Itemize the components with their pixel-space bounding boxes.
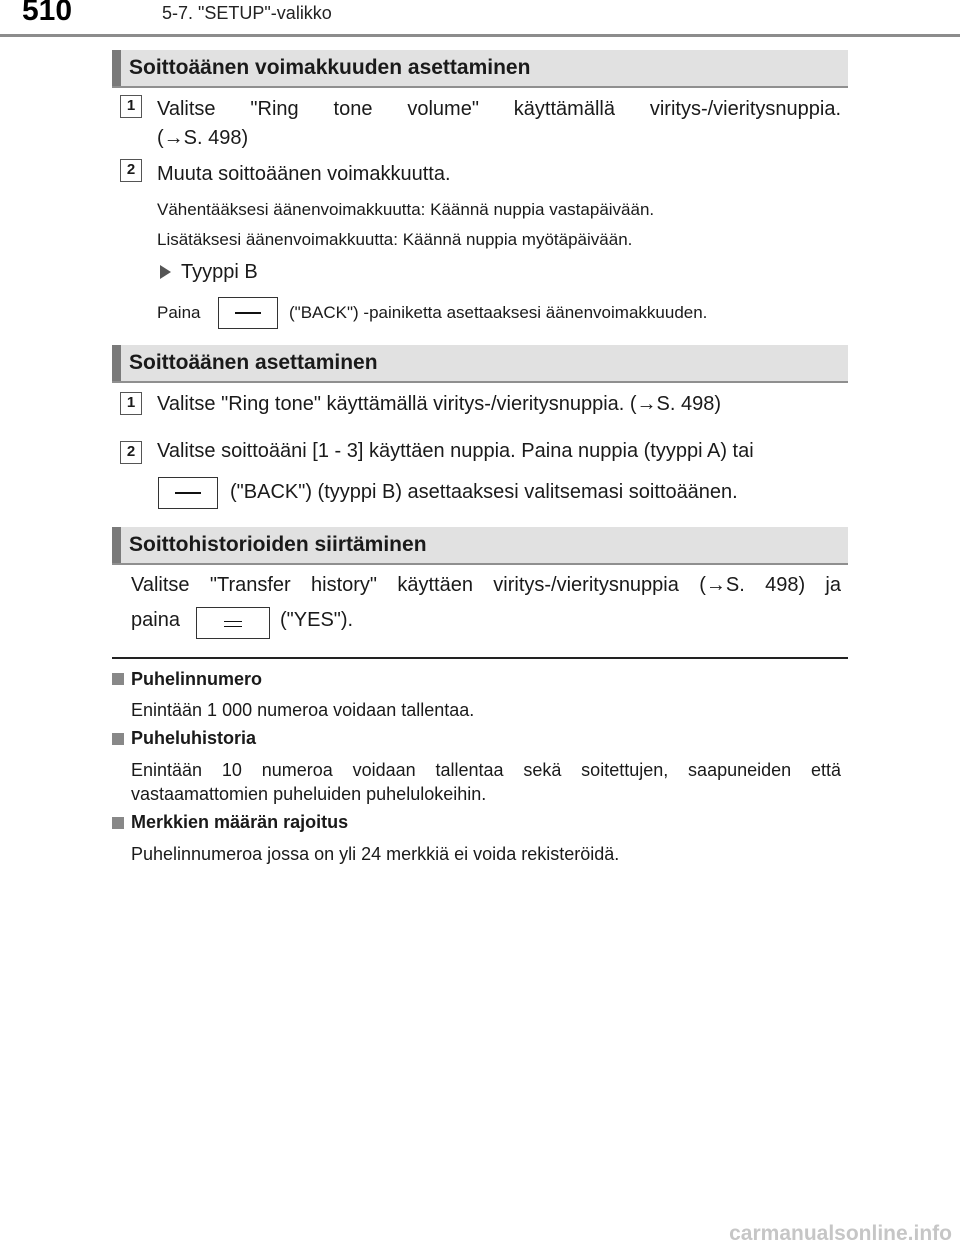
step-text: Valitse "Ring tone" käyttämällä viritys-/vieritysnuppia. (→S. 498) <box>157 393 722 415</box>
header-rule <box>0 34 960 37</box>
triangle-bullet-icon <box>160 265 171 279</box>
square-bullet-icon <box>112 733 124 745</box>
step-text: Valitse "Ring tone volume" käyttämällä viritys-/vieritysnuppia. <box>157 98 841 120</box>
square-bullet-icon <box>112 673 124 685</box>
back-button-icon <box>158 477 218 509</box>
note-text: Enintään 10 numeroa voidaan tallentaa sekä soitettujen, saapuneiden että <box>131 760 841 780</box>
transfer-instruction: Valitse "Transfer history" käyttäen viritys-/vieritysnuppia (→S. 498) ja <box>131 574 841 596</box>
note-text: Enintään 1 000 numeroa voidaan tallentaa. <box>131 700 475 720</box>
step-text: Muuta soittoäänen voimakkuutta. <box>157 163 451 185</box>
section-header-ringtone-volume <box>112 50 848 88</box>
square-bullet-icon <box>112 817 124 829</box>
type-b-label: Tyyppi B <box>181 261 258 283</box>
section-divider <box>112 657 848 659</box>
back-button-icon <box>218 297 278 329</box>
section-header-ringtone <box>112 345 848 383</box>
note-title: Puhelinnumero <box>131 669 263 689</box>
chapter-title: 5-7. "SETUP"-valikko <box>162 3 332 23</box>
press-suffix: ("YES"). <box>280 609 354 631</box>
press-prefix: paina <box>131 609 180 631</box>
step-text: Valitse soittoääni [1 - 3] käyttäen nuppia. Paina nuppia (tyyppi A) tai <box>157 440 754 462</box>
watermark: carmanualsonline.info <box>729 1222 952 1245</box>
instruction-increase: Lisätäksesi äänenvoimakkuutta: Käännä nuppia myötäpäivään. <box>157 230 633 249</box>
note-title: Merkkien määrän rajoitus <box>131 812 349 832</box>
step-number-badge: 2 <box>120 441 142 464</box>
note-text: vastaamattomien puheluiden puhelulokeihin. <box>131 784 487 804</box>
step-number-badge: 2 <box>120 159 142 182</box>
note-text: Puhelinnumeroa jossa on yli 24 merkkiä ei voida rekisteröidä. <box>131 844 620 864</box>
press-prefix: Paina <box>157 303 201 322</box>
section-title: Soittoäänen voimakkuuden asettaminen <box>129 56 531 79</box>
note-title: Puheluhistoria <box>131 728 257 748</box>
instruction-decrease: Vähentääksesi äänenvoimakkuutta: Käännä nuppia vastapäivään. <box>157 200 655 219</box>
page-number: 510 <box>22 0 73 27</box>
section-title: Soittohistorioiden siirtäminen <box>129 533 427 556</box>
section-header-transfer-history <box>112 527 848 565</box>
press-suffix: ("BACK") -painiketta asettaaksesi äänenvoimakkuuden. <box>289 303 708 322</box>
section-title: Soittoäänen asettaminen <box>129 351 378 374</box>
step-number-badge: 1 <box>120 95 142 118</box>
yes-button-icon <box>196 607 270 639</box>
step-number-badge: 1 <box>120 392 142 415</box>
step-text-continued: ("BACK") (tyyppi B) asettaaksesi valitsemasi soittoäänen. <box>230 481 738 503</box>
step-text-ref: (→S. 498) <box>157 127 249 149</box>
